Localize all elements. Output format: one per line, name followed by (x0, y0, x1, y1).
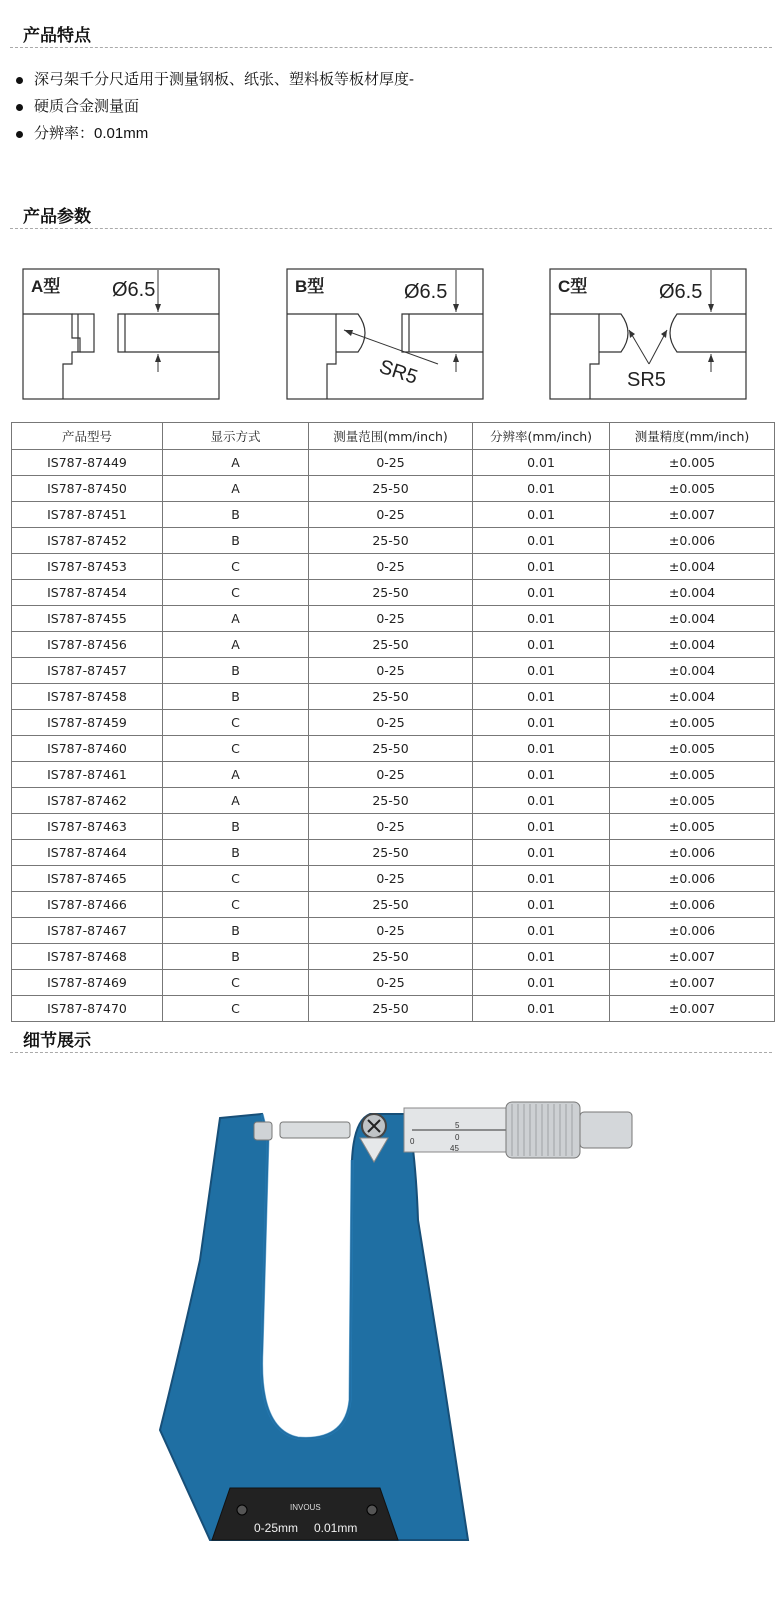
cell-range: 0-25 (309, 814, 473, 840)
cell-resolution: 0.01 (473, 996, 610, 1022)
cell-range: 0-25 (309, 502, 473, 528)
diagram-type-a (22, 268, 220, 400)
cell-range: 25-50 (309, 840, 473, 866)
cell-display: C (163, 736, 309, 762)
thimble (506, 1102, 580, 1158)
range-label: 0-25mm (254, 1521, 299, 1535)
table-row (12, 736, 775, 762)
table-body (12, 450, 775, 1022)
table-row (12, 632, 775, 658)
radius-label: SR5 (376, 355, 421, 389)
cell-range: 25-50 (309, 788, 473, 814)
cell-range: 25-50 (309, 684, 473, 710)
cell-model: IS787-87450 (12, 476, 163, 502)
cell-resolution: 0.01 (473, 788, 610, 814)
cell-display: A (163, 762, 309, 788)
cell-range: 0-25 (309, 450, 473, 476)
header-display: 显示方式 (163, 423, 309, 450)
table-row (12, 580, 775, 606)
table-row (12, 970, 775, 996)
table-row (12, 892, 775, 918)
cell-display: A (163, 788, 309, 814)
product-photo (150, 1100, 640, 1605)
cell-model: IS787-87455 (12, 606, 163, 632)
cell-accuracy: ±0.005 (610, 814, 775, 840)
cell-resolution: 0.01 (473, 866, 610, 892)
cell-model: IS787-87457 (12, 658, 163, 684)
cell-accuracy: ±0.007 (610, 996, 775, 1022)
table-row (12, 554, 775, 580)
cell-accuracy: ±0.006 (610, 892, 775, 918)
diagram-label: B型 (295, 277, 325, 296)
header-accuracy: 测量精度(mm/inch) (610, 423, 775, 450)
table-row (12, 918, 775, 944)
cell-range: 0-25 (309, 866, 473, 892)
cell-range: 25-50 (309, 528, 473, 554)
cell-display: C (163, 580, 309, 606)
diameter-label: Ø6.5 (659, 281, 703, 303)
thimble-number: 5 (455, 1121, 460, 1130)
table-row (12, 658, 775, 684)
cell-model: IS787-87451 (12, 502, 163, 528)
details-heading (10, 1030, 772, 1053)
spindle (280, 1122, 350, 1138)
cell-model: IS787-87454 (12, 580, 163, 606)
cell-display: B (163, 814, 309, 840)
cell-accuracy: ±0.007 (610, 502, 775, 528)
cell-accuracy: ±0.006 (610, 840, 775, 866)
cell-model: IS787-87463 (12, 814, 163, 840)
table-row (12, 944, 775, 970)
table-row (12, 788, 775, 814)
cell-display: B (163, 918, 309, 944)
cell-display: B (163, 528, 309, 554)
cell-display: B (163, 840, 309, 866)
cell-display: A (163, 476, 309, 502)
cell-model: IS787-87453 (12, 554, 163, 580)
cell-range: 25-50 (309, 736, 473, 762)
thimble-number: 0 (455, 1133, 460, 1142)
header-model: 产品型号 (12, 423, 163, 450)
cell-range: 25-50 (309, 632, 473, 658)
cell-model: IS787-87459 (12, 710, 163, 736)
cell-accuracy: ±0.005 (610, 762, 775, 788)
cell-accuracy: ±0.006 (610, 528, 775, 554)
cell-accuracy: ±0.005 (610, 476, 775, 502)
cell-range: 0-25 (309, 918, 473, 944)
diagram-label: A型 (31, 277, 61, 296)
feature-item: 分辨率：0.01mm (14, 120, 754, 147)
cell-resolution: 0.01 (473, 840, 610, 866)
table-row (12, 866, 775, 892)
header-range: 测量范围(mm/inch) (309, 423, 473, 450)
table-row (12, 476, 775, 502)
cell-resolution: 0.01 (473, 606, 610, 632)
cell-resolution: 0.01 (473, 658, 610, 684)
cell-range: 25-50 (309, 892, 473, 918)
diagram-label: C型 (558, 277, 588, 296)
diagram-type-b (286, 268, 484, 400)
cell-model: IS787-87467 (12, 918, 163, 944)
cell-resolution: 0.01 (473, 892, 610, 918)
cell-model: IS787-87449 (12, 450, 163, 476)
cell-resolution: 0.01 (473, 736, 610, 762)
table-row (12, 996, 775, 1022)
feature-list (14, 66, 754, 147)
cell-range: 0-25 (309, 658, 473, 684)
cell-accuracy: ±0.004 (610, 684, 775, 710)
cell-accuracy: ±0.005 (610, 788, 775, 814)
table-row (12, 528, 775, 554)
cell-resolution: 0.01 (473, 710, 610, 736)
cell-display: C (163, 866, 309, 892)
sleeve-number: 0 (410, 1137, 415, 1146)
cell-model: IS787-87469 (12, 970, 163, 996)
cell-display: C (163, 892, 309, 918)
diameter-label: Ø6.5 (112, 279, 156, 301)
features-title: 产品特点 (23, 26, 91, 45)
cell-accuracy: ±0.005 (610, 736, 775, 762)
cell-accuracy: ±0.007 (610, 970, 775, 996)
cell-resolution: 0.01 (473, 918, 610, 944)
cell-model: IS787-87466 (12, 892, 163, 918)
cell-resolution: 0.01 (473, 528, 610, 554)
micrometer-frame (160, 1114, 468, 1540)
cell-range: 0-25 (309, 762, 473, 788)
cell-resolution: 0.01 (473, 632, 610, 658)
cell-range: 25-50 (309, 996, 473, 1022)
feature-item: 硬质合金测量面 (14, 93, 754, 120)
cell-accuracy: ±0.006 (610, 918, 775, 944)
cell-range: 0-25 (309, 970, 473, 996)
cell-resolution: 0.01 (473, 762, 610, 788)
table-header-row (12, 423, 775, 450)
cell-accuracy: ±0.005 (610, 710, 775, 736)
details-title: 细节展示 (23, 1031, 91, 1050)
table-row (12, 762, 775, 788)
cell-resolution: 0.01 (473, 814, 610, 840)
cell-model: IS787-87456 (12, 632, 163, 658)
cell-accuracy: ±0.007 (610, 944, 775, 970)
feature-item: 深弓架千分尺适用于测量钢板、纸张、塑料板等板材厚度- (14, 66, 754, 93)
cell-display: B (163, 658, 309, 684)
cell-display: A (163, 450, 309, 476)
cell-accuracy: ±0.005 (610, 450, 775, 476)
cell-resolution: 0.01 (473, 476, 610, 502)
cell-display: C (163, 996, 309, 1022)
cell-range: 0-25 (309, 606, 473, 632)
cell-resolution: 0.01 (473, 970, 610, 996)
cell-display: B (163, 684, 309, 710)
cell-model: IS787-87452 (12, 528, 163, 554)
table-row (12, 840, 775, 866)
cell-model: IS787-87465 (12, 866, 163, 892)
cell-display: A (163, 632, 309, 658)
cell-display: B (163, 502, 309, 528)
cell-display: A (163, 606, 309, 632)
cell-display: C (163, 710, 309, 736)
cell-model: IS787-87464 (12, 840, 163, 866)
diagram-type-c (549, 268, 747, 400)
cell-resolution: 0.01 (473, 502, 610, 528)
cell-accuracy: ±0.004 (610, 632, 775, 658)
cell-resolution: 0.01 (473, 684, 610, 710)
table-row (12, 502, 775, 528)
diameter-label: Ø6.5 (404, 281, 448, 303)
features-heading (10, 25, 772, 48)
cell-accuracy: ±0.004 (610, 580, 775, 606)
params-title: 产品参数 (23, 207, 91, 226)
cell-accuracy: ±0.006 (610, 866, 775, 892)
radius-label: SR5 (627, 369, 666, 391)
table-row (12, 710, 775, 736)
cell-display: B (163, 944, 309, 970)
cell-accuracy: ±0.004 (610, 658, 775, 684)
cell-display: C (163, 970, 309, 996)
header-resolution: 分辨率(mm/inch) (473, 423, 610, 450)
thimble-number: 45 (450, 1144, 459, 1153)
cell-model: IS787-87470 (12, 996, 163, 1022)
cell-model: IS787-87460 (12, 736, 163, 762)
cell-model: IS787-87462 (12, 788, 163, 814)
table-row (12, 450, 775, 476)
cell-range: 25-50 (309, 476, 473, 502)
params-heading (10, 206, 772, 229)
cell-range: 25-50 (309, 580, 473, 606)
resolution-label: 0.01mm (314, 1521, 358, 1535)
cell-display: C (163, 554, 309, 580)
table-row (12, 684, 775, 710)
cell-accuracy: ±0.004 (610, 606, 775, 632)
ratchet-stop (580, 1112, 632, 1148)
cell-range: 25-50 (309, 944, 473, 970)
cell-range: 0-25 (309, 554, 473, 580)
brand-label: INVOUS (290, 1503, 321, 1512)
cell-resolution: 0.01 (473, 944, 610, 970)
cell-model: IS787-87458 (12, 684, 163, 710)
cell-resolution: 0.01 (473, 580, 610, 606)
cell-resolution: 0.01 (473, 554, 610, 580)
spec-table (11, 422, 775, 1022)
table-row (12, 814, 775, 840)
cell-model: IS787-87468 (12, 944, 163, 970)
cell-model: IS787-87461 (12, 762, 163, 788)
table-row (12, 606, 775, 632)
cell-range: 0-25 (309, 710, 473, 736)
cell-accuracy: ±0.004 (610, 554, 775, 580)
cell-resolution: 0.01 (473, 450, 610, 476)
